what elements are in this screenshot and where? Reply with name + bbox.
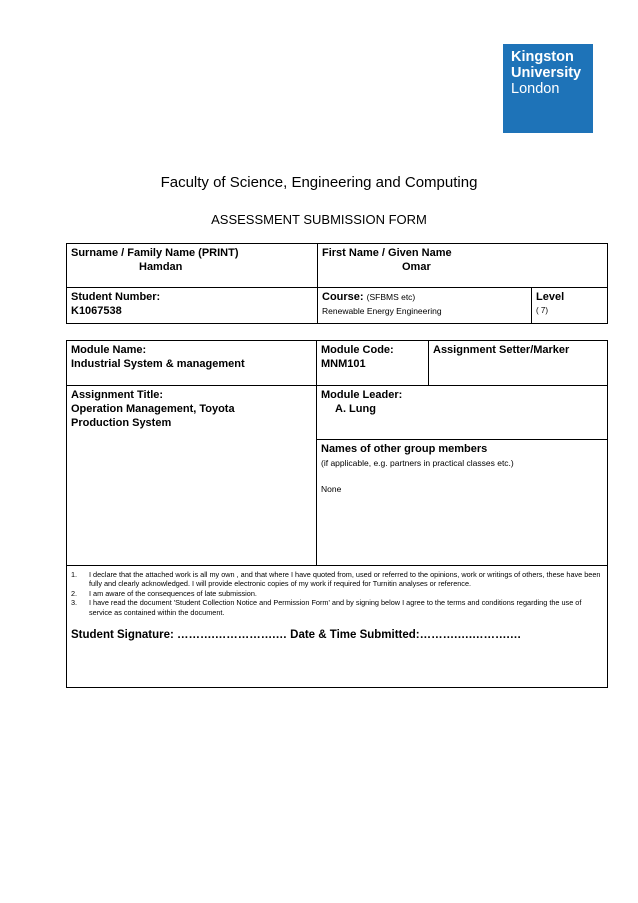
logo-line-1: Kingston — [511, 49, 574, 65]
surname-label: Surname / Family Name (PRINT) — [71, 247, 239, 259]
module-name-label: Module Name: — [71, 344, 147, 356]
group-members-hint: (if applicable, e.g. partners in practical classes etc.) — [321, 458, 514, 468]
level-cell — [532, 288, 608, 324]
module-leader-label: Module Leader: — [321, 389, 403, 401]
assignment-title-cell — [67, 386, 317, 566]
student-number-label: Student Number: — [71, 291, 161, 303]
group-members-cell — [317, 440, 608, 566]
student-details-table — [66, 243, 608, 324]
surname-value: Hamdan — [139, 261, 183, 273]
declaration-list — [71, 570, 603, 617]
course-cell — [318, 288, 532, 324]
setter-label: Assignment Setter/Marker — [433, 344, 570, 356]
course-value: Renewable Energy Engineering — [322, 306, 442, 316]
module-name-cell — [67, 341, 317, 386]
faculty-heading: Faculty of Science, Engineering and Computing — [160, 174, 478, 191]
signature-line: Student Signature: ……….…………….… Date & Time Submitted:……….….……….… — [71, 629, 522, 642]
module-code-label: Module Code: — [321, 344, 394, 356]
module-leader-value: A. Lung — [335, 403, 376, 415]
assignment-title-value-2: Production System — [71, 417, 172, 429]
kingston-university-logo — [503, 44, 593, 133]
surname-cell — [67, 244, 318, 288]
module-code-value: MNM101 — [321, 358, 366, 370]
assignment-title-value-1: Operation Management, Toyota — [71, 403, 235, 415]
declaration-number: 3. — [71, 598, 78, 608]
declaration-item — [71, 589, 603, 598]
student-number-value: K1067538 — [71, 305, 122, 317]
declaration-item — [71, 570, 603, 589]
student-number-cell — [67, 288, 318, 324]
declaration-text: I have read the document 'Student Collection Notice and Permission Form' and by signing below I agree to the terms and conditions regarding the use of service as contained within the document. — [89, 598, 582, 617]
module-name-value: Industrial System & management — [71, 358, 245, 370]
module-details-table — [66, 340, 608, 688]
level-label: Level — [536, 291, 565, 303]
declaration-number: 2. — [71, 588, 78, 598]
group-members-value: None — [321, 484, 342, 494]
logo-line-2: University — [511, 65, 582, 81]
declaration-text: I am aware of the consequences of late submission. — [89, 588, 257, 598]
firstname-label: First Name / Given Name — [322, 247, 452, 259]
firstname-cell — [318, 244, 608, 288]
declaration-number: 1. — [71, 570, 78, 579]
firstname-value: Omar — [402, 261, 431, 273]
declaration-cell — [67, 566, 608, 688]
declaration-text: I declare that the attached work is all my own , and that where I have quoted from, used or referred to the opinions, work or writings of others, these have been fully and clearly acknowledged. I will provide electronic copies of my work if required for Turnitin analyses or reference. — [89, 570, 601, 589]
module-leader-cell — [317, 386, 608, 440]
logo-line-3: London — [511, 81, 560, 97]
form-title: ASSESSMENT SUBMISSION FORM — [211, 212, 427, 227]
course-hint: (SFBMS etc) — [366, 292, 416, 302]
declaration-item — [71, 598, 603, 617]
module-code-cell — [317, 341, 429, 386]
assignment-title-label: Assignment Title: — [71, 389, 164, 401]
setter-cell — [429, 341, 608, 386]
course-label: Course: — [322, 291, 364, 303]
group-members-label: Names of other group members — [321, 443, 488, 455]
level-value: ( 7) — [536, 306, 548, 315]
